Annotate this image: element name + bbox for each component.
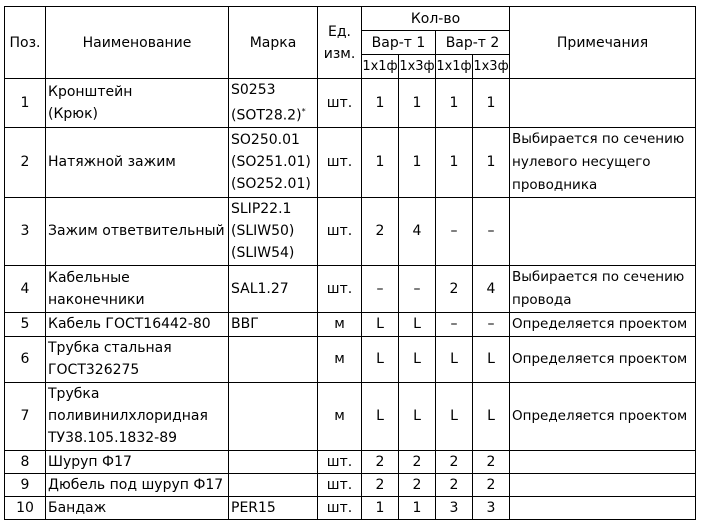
header-mark: Марка [229,7,318,79]
row-qty: 2 [362,473,399,496]
row-name-line: Кронштейн [48,83,133,100]
row-pos: 6 [5,336,46,382]
row-note [510,382,696,450]
row-name-line: Дюбель под шуруп Ф17 [48,476,224,493]
row-name-line: Зажим ответвительный [48,223,225,240]
row-qty: 1 [473,79,510,128]
table-row [5,336,696,382]
row-name [46,336,229,382]
table-row [5,127,696,197]
row-qty: 1 [436,79,473,128]
row-qty: L [436,336,473,382]
row-mark-line: (SLIW54) [231,245,295,262]
row-mark [229,473,318,496]
table-row [5,79,696,128]
row-name-line: ГОСТ326275 [48,362,140,379]
row-mark [229,496,318,519]
row-qty: 1 [399,496,436,519]
row-qty: 1 [399,79,436,128]
row-name [46,473,229,496]
row-mark-line: (SLIW50) [231,223,295,240]
row-qty: 1 [362,496,399,519]
row-name-line: Шуруп Ф17 [48,453,132,470]
row-name [46,382,229,450]
row-pos: 9 [5,473,46,496]
table-body [5,79,696,520]
row-unit: м [318,382,362,450]
row-qty: 2 [436,450,473,473]
table-row [5,496,696,519]
header-unit [318,7,362,79]
header-var1-1f: 1х1ф [362,55,399,79]
row-name-line: Кабель ГОСТ16442-80 [48,316,211,333]
row-note-line: проводника [512,176,598,193]
table-row [5,312,696,336]
row-qty: 2 [399,473,436,496]
row-note [510,79,696,128]
row-qty: L [362,312,399,336]
header-var1: Вар-т 1 [362,31,436,55]
row-qty: 1 [473,127,510,197]
row-unit: шт. [318,496,362,519]
row-unit: шт. [318,265,362,312]
row-name-line: ТУ38.105.1832-89 [48,430,178,447]
row-mark-line: ВВГ [231,316,259,333]
row-qty: 2 [362,197,399,265]
row-note-line: нулевого несущего [512,153,651,170]
row-name [46,312,229,336]
row-mark [229,450,318,473]
row-unit: шт. [318,450,362,473]
row-qty: 4 [473,265,510,312]
header-note: Примечания [510,7,696,79]
row-qty: 3 [436,496,473,519]
row-qty: – [362,265,399,312]
row-name-line: Трубка [48,386,100,403]
table-row [5,450,696,473]
row-name-line: Трубка стальная [48,340,172,357]
header-pos: Поз. [5,7,46,79]
header-name: Наименование [46,7,229,79]
row-pos: 5 [5,312,46,336]
header-var2: Вар-т 2 [436,31,510,55]
row-unit: шт. [318,197,362,265]
row-pos: 4 [5,265,46,312]
row-qty: L [399,336,436,382]
row-qty: 2 [436,473,473,496]
row-name-line: (Крюк) [48,105,98,122]
row-mark [229,265,318,312]
row-unit: м [318,336,362,382]
row-mark-line: SAL1.27 [231,280,289,297]
row-qty: – [399,265,436,312]
row-mark-footnote: * [301,107,306,116]
row-qty: – [436,197,473,265]
row-qty: 2 [473,473,510,496]
row-qty: L [473,382,510,450]
header-var2-3f: 1х3ф [473,55,510,79]
row-name-line: поливинилхлоридная [48,408,208,425]
row-name [46,450,229,473]
row-qty: 1 [362,127,399,197]
row-mark [229,312,318,336]
table-row [5,197,696,265]
table-row [5,265,696,312]
row-qty: 2 [436,265,473,312]
row-qty: L [473,336,510,382]
header-var2-1f: 1х1ф [436,55,473,79]
row-qty: 2 [362,450,399,473]
row-qty: L [399,312,436,336]
row-qty: 2 [473,450,510,473]
specification-table [4,6,696,520]
row-name [46,265,229,312]
header-unit-line2: изм. [323,45,356,62]
row-qty: 4 [399,197,436,265]
row-mark-line: (SOT28.2) [231,107,302,124]
row-note [510,127,696,197]
row-name [46,127,229,197]
row-unit: шт. [318,127,362,197]
row-mark [229,127,318,197]
row-mark [229,336,318,382]
row-unit: м [318,312,362,336]
row-qty: – [436,312,473,336]
row-note-line: Выбирается по сечению [512,268,685,285]
row-note [510,496,696,519]
row-qty: 1 [399,127,436,197]
row-name [46,197,229,265]
row-name [46,496,229,519]
row-qty: – [473,312,510,336]
row-note-line: Определяется проектом [512,407,688,424]
row-note-line: Определяется проектом [512,315,688,332]
row-note [510,265,696,312]
table-row [5,382,696,450]
row-qty: L [399,382,436,450]
row-note-line: Выбирается по сечению [512,130,685,147]
row-mark-line: S0253 [231,82,276,98]
row-pos: 3 [5,197,46,265]
row-note-line: провода [512,291,572,308]
row-qty: 1 [436,127,473,197]
row-qty: L [362,336,399,382]
row-pos: 2 [5,127,46,197]
row-qty: L [436,382,473,450]
header-qty: Кол-во [362,7,510,31]
row-note [510,312,696,336]
row-mark [229,382,318,450]
row-qty: L [362,382,399,450]
row-qty: 2 [399,450,436,473]
row-name-line: Кабельные наконечники [48,269,145,308]
table-row [5,473,696,496]
row-name [46,79,229,128]
row-qty: 3 [473,496,510,519]
row-qty: 1 [362,79,399,128]
row-mark [229,197,318,265]
header-unit-line1: Ед. [328,23,351,40]
row-note-line: Определяется проектом [512,350,688,367]
row-name-line: Бандаж [48,499,107,516]
row-qty: – [473,197,510,265]
row-unit: шт. [318,473,362,496]
row-mark-line: SO250.01 [231,132,300,149]
row-mark-line: PER15 [231,499,276,516]
row-mark-line: (SO251.01) [231,154,311,171]
row-note [510,450,696,473]
row-mark [229,79,318,128]
row-pos: 1 [5,79,46,128]
row-note [510,473,696,496]
row-unit: шт. [318,79,362,128]
row-pos: 10 [5,496,46,519]
row-pos: 8 [5,450,46,473]
row-note [510,197,696,265]
row-pos: 7 [5,382,46,450]
row-mark-line: SLIP22.1 [231,201,292,218]
row-mark-line: (SO252.01) [231,176,311,193]
row-name-line: Натяжной зажим [48,154,176,171]
header-var1-3f: 1х3ф [399,55,436,79]
row-note [510,336,696,382]
